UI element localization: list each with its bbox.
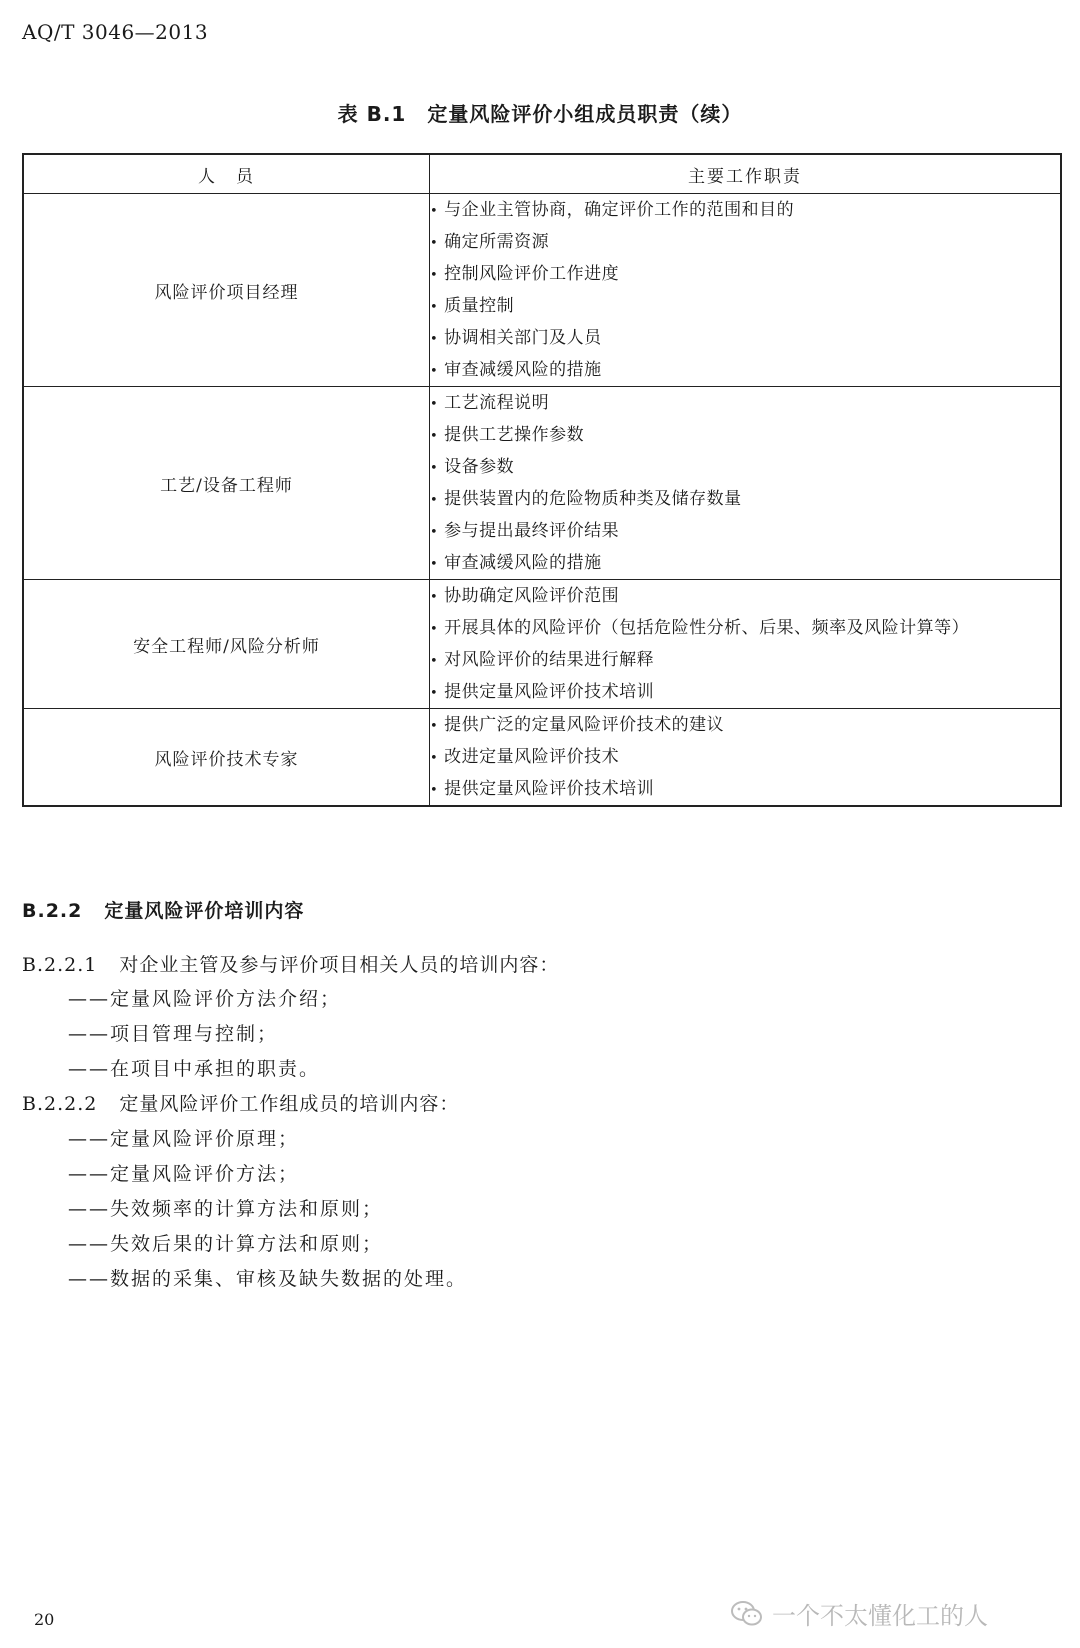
section-title: 定量风险评价培训内容: [104, 900, 305, 922]
duty-item: • 开展具体的风险评价（包括危险性分析、后果、频率及风险计算等）: [430, 612, 1060, 644]
role-cell: 安全工程师/风险分析师: [23, 580, 430, 709]
duty-item: • 协调相关部门及人员: [430, 322, 1060, 354]
role-cell: 工艺/设备工程师: [23, 387, 430, 580]
section-title: 定量风险评价工作组成员的培训内容：: [119, 1093, 460, 1115]
column-header-personnel: 人 员: [23, 154, 430, 194]
table-header-row: [23, 154, 1061, 194]
role-cell: 风险评价技术专家: [23, 709, 430, 807]
table-row: [23, 580, 1061, 709]
table-title: 表 B.1 定量风险评价小组成员职责（续）: [337, 102, 743, 126]
duties-cell: [430, 580, 1062, 709]
section-heading-b222: [22, 1089, 459, 1116]
duty-item: • 工艺流程说明: [430, 387, 1060, 419]
table-row: [23, 387, 1061, 580]
duty-item: • 确定所需资源: [430, 226, 1060, 258]
list-item: ——定量风险评价方法介绍；: [68, 988, 342, 1010]
duties-cell: [430, 709, 1062, 807]
section-title: 对企业主管及参与评价项目相关人员的培训内容：: [119, 954, 560, 976]
duty-item: • 提供广泛的定量风险评价技术的建议: [430, 709, 1060, 741]
duties-cell: [430, 387, 1062, 580]
list-item: ——定量风险评价原理；: [68, 1128, 300, 1150]
list-item: ——在项目中承担的职责。: [68, 1058, 321, 1080]
list-item: ——数据的采集、审核及缺失数据的处理。: [68, 1268, 468, 1290]
duty-item: • 设备参数: [430, 451, 1060, 483]
duties-table: [22, 153, 1062, 807]
watermark: [730, 1596, 988, 1631]
duty-item: • 改进定量风险评价技术: [430, 741, 1060, 773]
section-number: B.2.2: [22, 900, 83, 922]
watermark-text: 一个不太懂化工的人: [772, 1602, 988, 1630]
duty-item: • 审查减缓风险的措施: [430, 547, 1060, 579]
column-header-duties: 主要工作职责: [430, 154, 1062, 194]
section-number: B.2.2.1: [22, 954, 98, 976]
list-item: ——失效后果的计算方法和原则；: [68, 1233, 384, 1255]
wechat-icon: [730, 1600, 764, 1628]
section-heading-b221: [22, 950, 559, 977]
table-row: [23, 709, 1061, 807]
duty-item: • 对风险评价的结果进行解释: [430, 644, 1060, 676]
list-item: ——项目管理与控制；: [68, 1023, 279, 1045]
duty-item: • 参与提出最终评价结果: [430, 515, 1060, 547]
duty-item: • 提供工艺操作参数: [430, 419, 1060, 451]
duty-item: • 与企业主管协商，确定评价工作的范围和目的: [430, 194, 1060, 226]
duty-item: • 质量控制: [430, 290, 1060, 322]
duty-item: • 协助确定风险评价范围: [430, 580, 1060, 612]
page-number: 20: [34, 1610, 55, 1629]
list-item: ——定量风险评价方法；: [68, 1163, 300, 1185]
table-row: [23, 194, 1061, 387]
duty-item: • 提供定量风险评价技术培训: [430, 676, 1060, 708]
list-item: ——失效频率的计算方法和原则；: [68, 1198, 384, 1220]
duty-item: • 提供定量风险评价技术培训: [430, 773, 1060, 805]
standard-code: AQ/T 3046—2013: [22, 20, 209, 44]
section-heading-b22: [22, 896, 304, 923]
duty-item: • 审查减缓风险的措施: [430, 354, 1060, 386]
duty-item: • 控制风险评价工作进度: [430, 258, 1060, 290]
role-cell: 风险评价项目经理: [23, 194, 430, 387]
duty-item: • 提供装置内的危险物质种类及储存数量: [430, 483, 1060, 515]
duties-cell: [430, 194, 1062, 387]
section-number: B.2.2.2: [22, 1093, 98, 1115]
